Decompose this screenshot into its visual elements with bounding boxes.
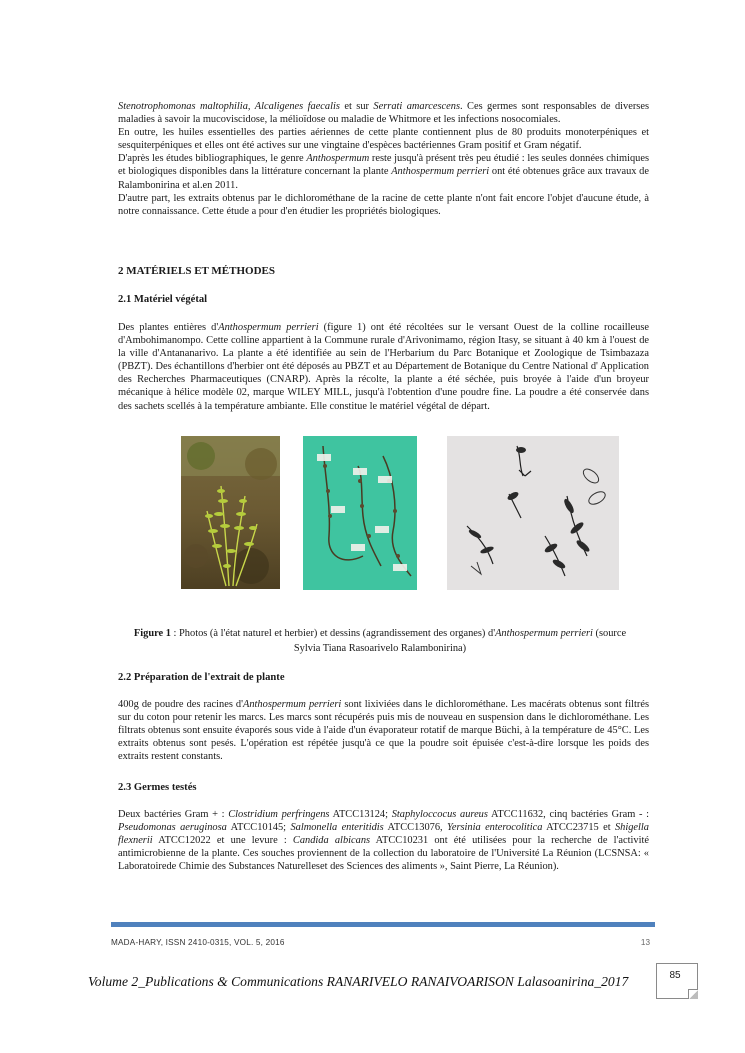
journal-page-number: 13: [640, 938, 650, 947]
intro-paragraph-1: Stenotrophomonas maltophilia, Alcaligenes faecalis et sur Serrati amarcescens. Ces germes sont responsables de diverses maladies à savoir la mucoviscidose, la mélioïdose ou maladie de Whitmore et les infections nosocomiales.: [118, 101, 650, 126]
section-2-2-text: 400g de poudre des racines d'Anthospermum perrieri sont lixiviées dans le dichlorométhane. Les macérats obtenus sont filtrés sur du coton pour retenir les marcs. Les marcs sont récupérés puis mis de nouveau en suspension dans le dichlorométhane. Les filtrats obtenus sont ensuite évaporés sous vide à l'aide d'un évaporateur rotatif de marque Büchi, à la température de 45°C. Les extraits obtenus sont pesés. L'opération est répétée jusqu'à ce que la poudre soit épuisée c'est-à-dire lorsque les poids des extraits restent constants.: [118, 699, 650, 763]
journal-footer: MADA-HARY, ISSN 2410-0315, VOL. 5, 2016: [111, 938, 285, 947]
section-heading-2-3: 2.3 Germes testés: [118, 782, 197, 793]
figure-caption-line-1: Figure 1 : Photos (à l'état naturel et herbier) et dessins (agrandissement des organes) d'Anthospermum perrieri (source: [133, 628, 627, 639]
page-number: 85: [669, 970, 681, 981]
section-heading-2: 2 MATÉRIELS ET MÉTHODES: [118, 265, 275, 277]
figure-caption: [90, 626, 670, 656]
page-fold-corner: [688, 989, 698, 999]
figure-caption-line-2: Sylvia Tiana Rasoarivelo Ralambonirina): [293, 643, 467, 654]
plant-drawings-photo: [447, 436, 619, 590]
plant-natural-image: [181, 436, 280, 589]
section-heading-2-2: 2.2 Préparation de l'extrait de plante: [118, 672, 285, 683]
page-number-box: [656, 963, 698, 999]
intro-text: [118, 100, 649, 218]
herbarium-sheet-image: [303, 436, 417, 590]
footer-divider-bar: [111, 922, 655, 927]
plant-natural-photo: [181, 436, 280, 589]
section-2-3-text: Deux bactéries Gram + : Clostridium perfringens ATCC13124; Staphyloccocus aureus ATCC11632, cinq bactéries Gram - : Pseudomonas aeruginosa ATCC10145; Salmonella enteritidis ATCC13076, Yersinia enterocolitica ATCC23715 et Shigella flexnerii ATCC12022 et une levure : Candida albicans ATCC10231 ont été utilisées pour la recherche de l'activité antimicrobienne de la plante. Ces souches proviennent de la collection du laboratoire de l'Université La Réunion (LCSNSA: « Laboratoirede Chimie des Substances Naturelleset des Sciences des aliments », Saint Pierre, La Réunion).: [118, 809, 650, 873]
intro-paragraph-3: D'après les études bibliographiques, le genre Anthospermum reste jusqu'à présent très peu étudié : les seules données chimiques et biologiques disponibles dans la littérature concernant la plante Anthospermum perrieri ont été obtenues grâce aux travaux de Ralambonirina et al.en 2011.: [118, 153, 649, 191]
intro-paragraph-4: D'autre part, les extraits obtenus par le dichlorométhane de la racine de cette plante n'ont fait encore l'objet d'aucune étude, à notre connaissance. Cette étude a pour d'en étudier les propriétés biologiques.: [118, 192, 649, 217]
section-heading-2-1: 2.1 Matériel végétal: [118, 294, 208, 305]
volume-footer-line: Volume 2_Publications & Communications RANARIVELO RANAIVOARISON Lalasoanirina_2017: [88, 974, 629, 989]
section-2-1-text: Des plantes entières d'Anthospermum perrieri (figure 1) ont été récoltées sur le versant Ouest de la colline rocailleuse d'Ambohimanompo. Cette colline appartient à la Commune rurale d'Arivonimamo, région Itasy, se situant à 40 km à l'ouest de la ville d'Antananarivo. La plante a été identifiée au sein de l'Herbarium du Parc Botanique et Zoologique de Tsimbazaza (PBZT). Des échantillons d'herbier ont été déposés au PBZT et au Département de Botanique du Centre National d' Application des Recherches Pharmaceutiques (CNARP). Après la récolte, la plante a été séchée, puis broyée à l'aide d'un broyeur mécanique à hélice modèle 02, marque WILEY MILL, jusqu'à l'obtention d'une poudre fine. La poudre a été conservée dans des sachets scellés à la température ambiante. Elle constitue le matériel végétal de départ.: [118, 322, 650, 412]
herbarium-specimen-photo: [303, 436, 417, 590]
organ-drawings-image: [447, 436, 619, 590]
intro-paragraph-2: En outre, les huiles essentielles des parties aériennes de cette plante contiennent plus de 80 produits monoterpéniques et sesquiterpéniques et elles ont été actives sur une vingtaine d'espèces bactériennes Gram positif et Gram négatif.: [118, 127, 649, 152]
